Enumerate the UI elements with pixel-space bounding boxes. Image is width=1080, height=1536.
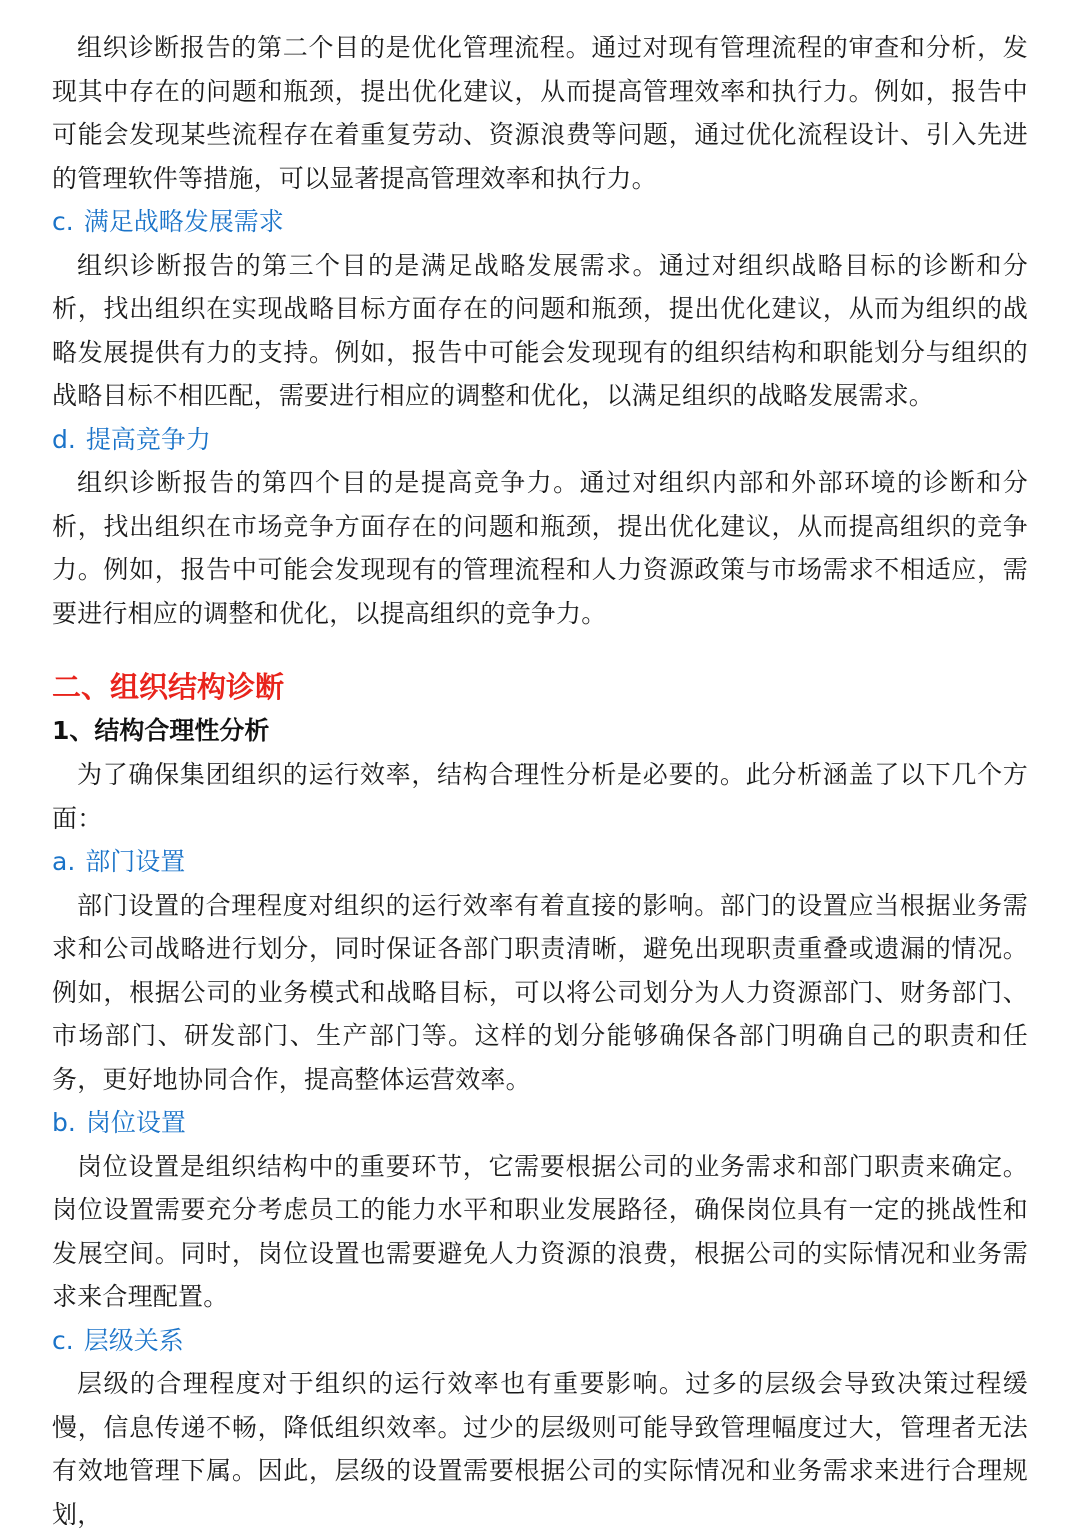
subheading-label: 部门设置: [85, 847, 186, 876]
subheading-marker: c.: [52, 1325, 74, 1355]
subheading-label: 岗位设置: [85, 1108, 186, 1137]
subsection-heading-structure-rationality: 1、结构合理性分析: [52, 716, 270, 745]
paragraph-strategic-needs: 组织诊断报告的第三个目的是满足战略发展需求。通过对组织战略目标的诊断和分析，找出组织在实现战略目标方面存在的问题和瓶颈，提出优化建议，从而为组织的战略发展提供有力的支持。例如，报告中可能会发现现有的组织结构和职能划分与组织的战略目标不相匹配，需要进行相应的调整和优化，以满足组织的战略发展需求。: [52, 250, 1028, 410]
subheading-marker: c.: [52, 207, 74, 236]
paragraph-department-setup: 部门设置的合理程度对组织的运行效率有着直接的影响。部门的设置应当根据业务需求和公司战略进行划分，同时保证各部门职责清晰，避免出现职责重叠或遗漏的情况。例如，根据公司的业务模式和战略目标，可以将公司划分为人力资源部门、财务部门、市场部门、研发部门、生产部门等。这样的划分能够确保各部门明确自己的职责和任务，更好地协同合作，提高整体运营效率。: [52, 890, 1028, 1094]
paragraph-optimize-management: 组织诊断报告的第二个目的是优化管理流程。通过对现有管理流程的审查和分析，发现其中存在的问题和瓶颈，提出优化建议，从而提高管理效率和执行力。例如，报告中可能会发现某些流程存在着重复劳动、资源浪费等问题，通过优化流程设计、引入先进的管理软件等措施，可以显著提高管理效率和执行力。: [52, 33, 1028, 193]
subheading-strategic-needs: [52, 200, 1028, 244]
subheading-marker: d.: [52, 424, 76, 454]
subheading-hierarchy: [52, 1319, 1028, 1363]
subheading-marker: b.: [52, 1108, 76, 1137]
subheading-label: 提高竞争力: [85, 424, 211, 454]
subheading-marker: a.: [52, 847, 76, 876]
subheading-label: 层级关系: [83, 1325, 184, 1355]
subheading-department-setup: [52, 840, 1028, 884]
paragraph-competitiveness: 组织诊断报告的第四个目的是提高竞争力。通过对组织内部和外部环境的诊断和分析，找出组织在市场竞争方面存在的问题和瓶颈，提出优化建议，从而提高组织的竞争力。例如，报告中可能会发现现有的管理流程和人力资源政策与市场需求不相适应，需要进行相应的调整和优化，以提高组织的竞争力。: [52, 468, 1028, 628]
paragraph-position-setup: 岗位设置是组织结构中的重要环节，它需要根据公司的业务需求和部门职责来确定。岗位设置需要充分考虑员工的能力水平和职业发展路径，确保岗位具有一定的挑战性和发展空间。同时，岗位设置也需要避免人力资源的浪费，根据公司的实际情况和业务需求来合理配置。: [52, 1151, 1028, 1311]
section-heading-structure-diagnosis: 二、组织结构诊断: [52, 670, 285, 704]
document-page: [52, 26, 1028, 1536]
paragraph-rationality-intro: 为了确保集团组织的运行效率，结构合理性分析是必要的。此分析涵盖了以下几个方面：: [52, 760, 1028, 833]
subheading-competitiveness: [52, 418, 1028, 462]
paragraph-hierarchy: 层级的合理程度对于组织的运行效率也有重要影响。过多的层级会导致决策过程缓慢，信息传递不畅，降低组织效率。过少的层级则可能导致管理幅度过大，管理者无法有效地管理下属。因此，层级的设置需要根据公司的实际情况和业务需求来进行合理规划，: [52, 1369, 1028, 1529]
subheading-position-setup: [52, 1101, 1028, 1145]
subheading-label: 满足战略发展需求: [83, 207, 284, 236]
